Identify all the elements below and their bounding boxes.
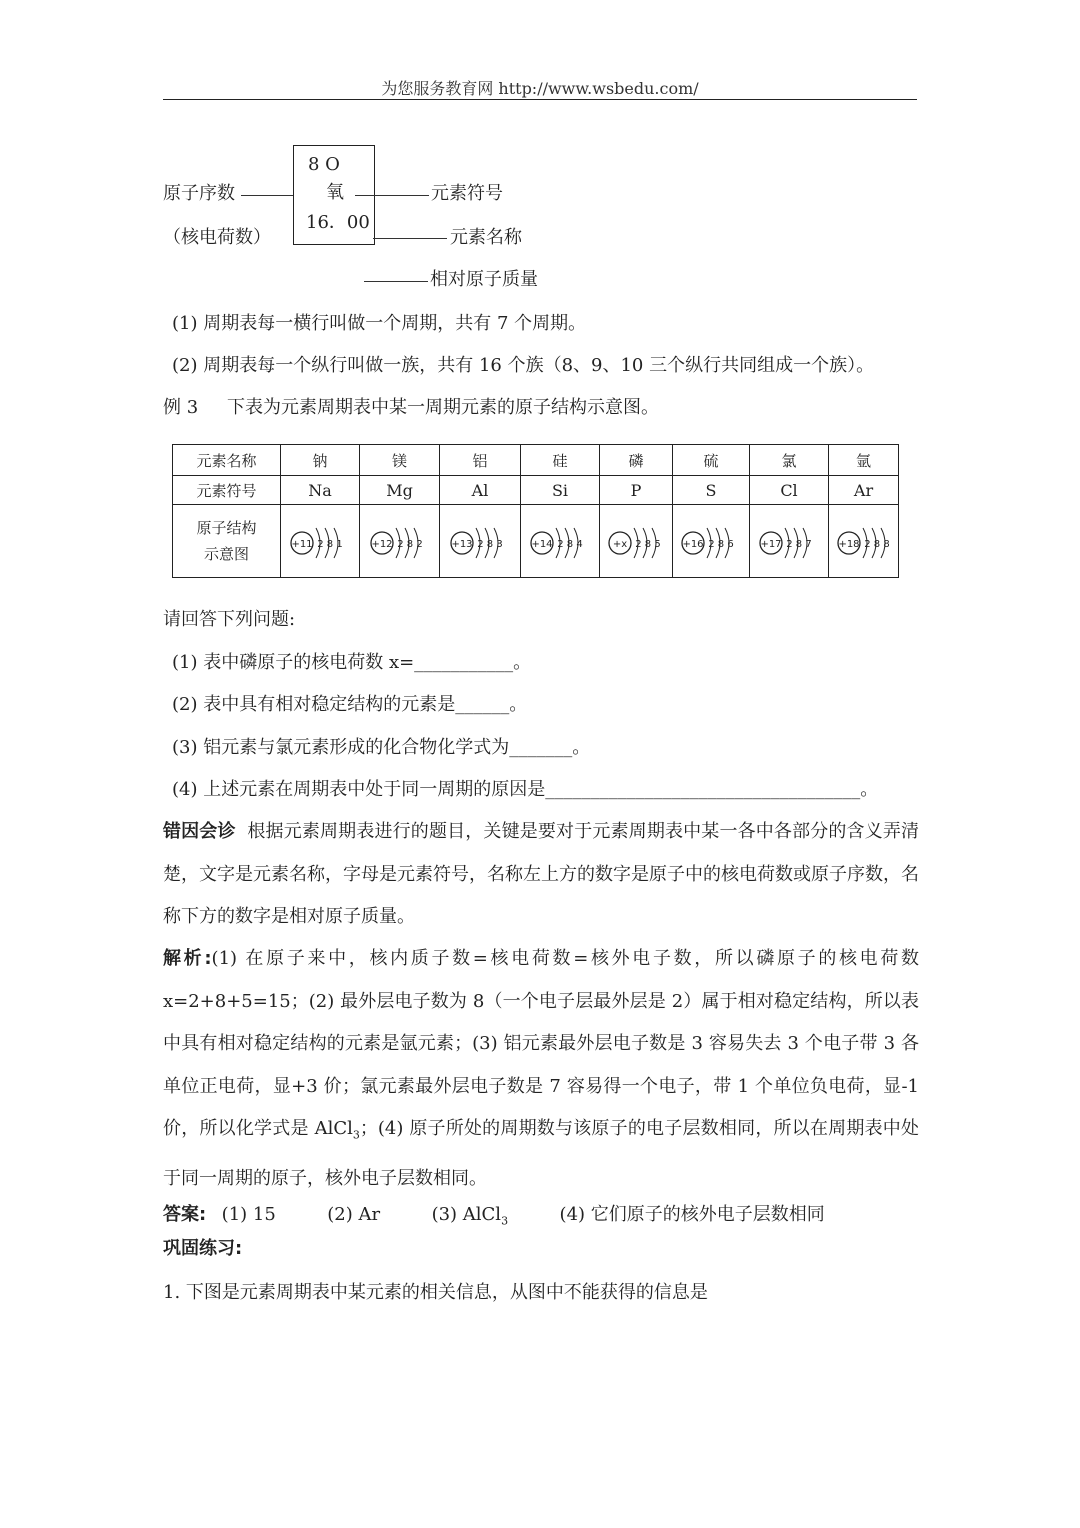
header-element-name: 元素名称 xyxy=(173,445,281,476)
atom-structure-diagram xyxy=(600,506,676,572)
statement-1: (1) 周期表每一横行叫做一个周期，共有 7 个周期。 xyxy=(172,313,587,334)
mass-label: 相对原子质量 xyxy=(430,269,538,290)
name-cell: 氯 xyxy=(750,445,829,476)
page-header: 为您服务教育网 http://www.wsbedu.com/ xyxy=(381,79,699,98)
header-atomic-structure xyxy=(173,505,281,578)
nucleus-charge: +14 xyxy=(531,539,553,550)
electron-counts: 2 8 5 xyxy=(635,539,661,550)
element-number-symbol: 8 O xyxy=(308,154,340,175)
electron-counts: 2 8 6 xyxy=(708,539,734,550)
practice-label: 巩固练习: xyxy=(163,1238,243,1259)
symbol-cell: P xyxy=(600,476,673,505)
answer-4: (4) 它们原子的核外电子层数相同 xyxy=(559,1204,825,1225)
answer-2: (2) Ar xyxy=(327,1204,381,1225)
nucleus-charge: +18 xyxy=(838,539,860,550)
atom-structure-diagram xyxy=(751,506,827,572)
atom-diagram-cell xyxy=(673,505,750,578)
name-cell: 硅 xyxy=(521,445,600,476)
questions-intro: 请回答下列问题: xyxy=(163,609,296,630)
element-mass: 16．00 xyxy=(306,212,370,233)
answer-1: (1) 15 xyxy=(221,1204,276,1225)
atomic-structure-table xyxy=(172,444,899,578)
nucleus-charge: +17 xyxy=(760,539,782,550)
symbol-cell: Na xyxy=(281,476,360,505)
name-cell: 磷 xyxy=(600,445,673,476)
element-name: 氧 xyxy=(326,182,344,203)
practice-question-1: 1. 下图是元素周期表中某元素的相关信息，从图中不能获得的信息是 xyxy=(163,1282,708,1303)
pointer-line-name xyxy=(373,238,447,239)
diagnosis-label: 错因会诊 xyxy=(163,821,236,842)
symbol-cell: Si xyxy=(521,476,600,505)
question-3: (3) 铝元素与氯元素形成的化合物化学式为_______。 xyxy=(172,737,591,758)
pointer-line-symbol xyxy=(355,195,429,196)
header-element-symbol: 元素符号 xyxy=(173,476,281,505)
atom-diagram-cell xyxy=(521,505,600,578)
analysis-text-1: (1) 在原子来中，核内质子数=核电荷数=核外电子数，所以磷原子的核电荷数 x=2+8+5=15；(2) 最外层电子数为 8（一个电子层最外层是 2）属于相对稳定结构，所以表中具有相对稳定结构的元素是氩元素；(3) 铝元素最外层电子数是 3 容易失去 3 个电子带 3 各单位正电荷，显+3 价；氯元素最外层电子数是 7 容易得一个电子，带 1 个单位负电荷，显-1 价，所以化学式是 AlCl xyxy=(163,948,919,1140)
example-text: 下表为元素周期表中某一周期元素的原子结构示意图。 xyxy=(227,397,659,418)
question-2: (2) 表中具有相对稳定结构的元素是______。 xyxy=(172,694,528,715)
nucleus-charge: +x xyxy=(612,539,628,550)
symbol-cell: Cl xyxy=(750,476,829,505)
atom-structure-diagram xyxy=(522,506,598,572)
analysis-label: 解析: xyxy=(163,948,212,969)
diagnosis-paragraph xyxy=(163,811,919,939)
nucleus-charge: +11 xyxy=(291,539,313,550)
row-atomic-structure xyxy=(173,505,899,578)
electron-counts: 2 8 1 xyxy=(317,539,343,550)
answers-line xyxy=(163,1202,825,1235)
atomic-number-label: 原子序数 xyxy=(163,183,235,204)
question-4: (4) 上述元素在周期表中处于同一周期的原因是___________________________________。 xyxy=(172,779,879,800)
name-label: 元素名称 xyxy=(450,227,522,248)
nucleus-charge: +13 xyxy=(451,539,473,550)
name-cell: 钠 xyxy=(281,445,360,476)
atom-diagram-cell xyxy=(360,505,440,578)
name-cell: 镁 xyxy=(360,445,440,476)
answer-3-text: (3) AlCl xyxy=(431,1204,502,1225)
question-1: (1) 表中磷原子的核电荷数 x=___________。 xyxy=(172,652,532,673)
atom-diagram-cell xyxy=(829,505,899,578)
header-structure-line-2: 示意图 xyxy=(203,545,249,563)
atom-diagram-cell xyxy=(440,505,521,578)
atom-structure-diagram xyxy=(362,506,438,572)
atom-diagram-cell xyxy=(750,505,829,578)
answer-3 xyxy=(431,1204,509,1228)
statement-2: (2) 周期表每一个纵行叫做一族，共有 16 个族（8、9、10 三个纵行共同组成一个族）。 xyxy=(172,355,875,376)
name-cell: 氩 xyxy=(829,445,899,476)
electron-counts: 2 8 3 xyxy=(477,539,503,550)
atom-diagram-cell xyxy=(281,505,360,578)
name-cell: 铝 xyxy=(440,445,521,476)
row-element-symbols xyxy=(173,476,899,505)
symbol-cell: Al xyxy=(440,476,521,505)
symbol-cell: S xyxy=(673,476,750,505)
electron-counts: 2 8 8 xyxy=(864,539,890,550)
diagnosis-text: 根据元素周期表进行的题目，关键是要对于元素周期表中某一各中各部分的含义弄清楚，文字是元素名称，字母是元素符号，名称左上方的数字是原子中的核电荷数或原子序数，名称下方的数字是相对原子质量。 xyxy=(163,821,919,928)
header-rule xyxy=(163,99,917,100)
pointer-line-atomic-number xyxy=(241,195,293,196)
electron-counts: 2 8 4 xyxy=(557,539,583,550)
atom-structure-diagram xyxy=(829,506,905,572)
nucleus-charge: +16 xyxy=(682,539,704,550)
symbol-cell: Mg xyxy=(360,476,440,505)
atom-diagram-cell xyxy=(600,505,673,578)
nucleus-charge: +12 xyxy=(370,539,393,550)
atom-structure-diagram xyxy=(442,506,518,572)
electron-counts: 2 8 2 xyxy=(396,539,423,550)
answers-label: 答案: xyxy=(163,1204,207,1225)
nuclear-charge-label: （核电荷数） xyxy=(163,227,271,248)
electron-counts: 2 8 7 xyxy=(786,539,812,550)
atom-structure-diagram xyxy=(673,506,749,572)
header-structure-line-1: 原子结构 xyxy=(196,519,257,537)
symbol-label: 元素符号 xyxy=(431,183,503,204)
pointer-line-mass xyxy=(364,281,428,282)
symbol-cell: Ar xyxy=(829,476,899,505)
analysis-paragraph xyxy=(163,938,919,1200)
analysis-subscript: 3 xyxy=(352,1128,360,1142)
name-cell: 硫 xyxy=(673,445,750,476)
row-element-names xyxy=(173,445,899,476)
answer-3-subscript: 3 xyxy=(501,1214,509,1228)
atom-structure-diagram xyxy=(282,506,358,572)
example-label: 例 3 xyxy=(163,397,199,418)
analysis-text-2: ；(4) 原子所处的周期数与该原子的电子层数相同，所以在周期表中处于同一周期的原子，核外电子层数相同。 xyxy=(163,1118,919,1189)
